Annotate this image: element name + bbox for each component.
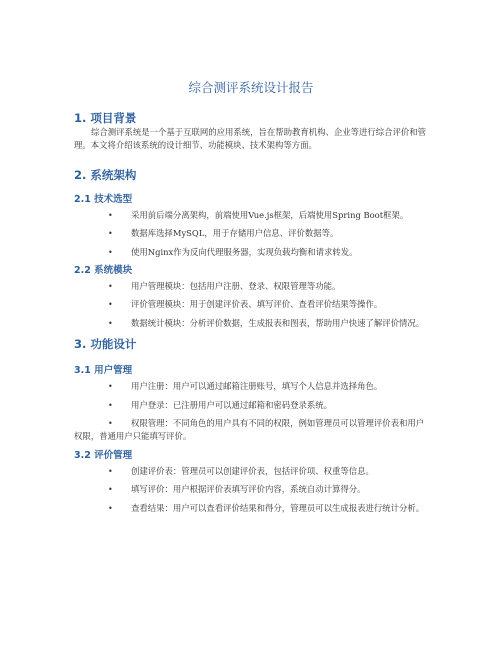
- list-item: • 数据统计模块：分析评价数据，生成报表和图表，帮助用户快速了解评价情况。: [74, 317, 428, 330]
- bullet-icon: •: [108, 485, 113, 495]
- subsection-heading-evaluation-management: 3.2 评价管理: [74, 449, 133, 461]
- list-item: • 用户管理模块：包括用户注册、登录、权限管理等功能。: [74, 280, 428, 293]
- list-item: • 数据库选择MySQL，用于存储用户信息、评价数据等。: [74, 227, 428, 240]
- tech-stack-list: [74, 209, 428, 259]
- list-item: • 使用Nginx作为反向代理服务器，实现负载均衡和请求转发。: [74, 246, 428, 259]
- list-item: • 评价管理模块：用于创建评价表、填写评价、查看评价结果等操作。: [74, 298, 428, 311]
- bullet-icon: •: [108, 382, 113, 392]
- subsection-heading-modules: 2.2 系统模块: [74, 265, 133, 277]
- bullet-icon: •: [108, 300, 113, 310]
- bullet-icon: •: [108, 210, 113, 220]
- bullet-icon: •: [108, 400, 113, 410]
- bullet-icon: •: [108, 318, 113, 328]
- bullet-icon: •: [108, 419, 113, 429]
- document-title: 综合测评系统设计报告: [188, 80, 314, 95]
- section-heading-background: 1. 项目背景: [74, 111, 137, 125]
- bullet-icon: •: [108, 466, 113, 476]
- subsection-heading-tech-stack: 2.1 技术选型: [74, 193, 133, 205]
- modules-list: [74, 280, 428, 330]
- background-paragraph: 综合测评系统是一个基于互联网的应用系统，旨在帮助教育机构、企业等进行综合评价和管理。本文将介绍该系统的设计细节、功能模块、技术架构等方面。: [74, 127, 426, 151]
- list-item: • 查看结果：用户可以查看评价结果和得分，管理员可以生成报表进行统计分析。: [74, 502, 428, 515]
- list-item: • 创建评价表：管理员可以创建评价表，包括评价项、权重等信息。: [74, 465, 428, 478]
- list-item: • 用户登录：已注册用户可以通过邮箱和密码登录系统。: [74, 399, 428, 412]
- bullet-icon: •: [108, 247, 113, 257]
- user-management-list: [74, 380, 428, 444]
- list-item: • 填写评价：用户根据评价表填写评价内容，系统自动计算得分。: [74, 483, 428, 496]
- evaluation-management-list: [74, 465, 428, 515]
- list-item: • 权限管理：不同角色的用户具有不同的权限，例如管理员可以管理评价表和用户权限，普通用户只能填写评价。: [74, 418, 425, 442]
- bullet-icon: •: [108, 282, 113, 292]
- bullet-icon: •: [108, 229, 113, 239]
- bullet-icon: •: [108, 503, 113, 513]
- section-heading-features: 3. 功能设计: [74, 337, 137, 352]
- list-item: • 采用前后端分离架构，前端使用Vue.js框架，后端使用Spring Boot框架。: [74, 209, 428, 222]
- section-heading-architecture: 2. 系统架构: [74, 167, 137, 182]
- subsection-heading-user-management: 3.1 用户管理: [74, 365, 133, 377]
- list-item: • 用户注册：用户可以通过邮箱注册账号，填写个人信息并选择角色。: [74, 380, 428, 393]
